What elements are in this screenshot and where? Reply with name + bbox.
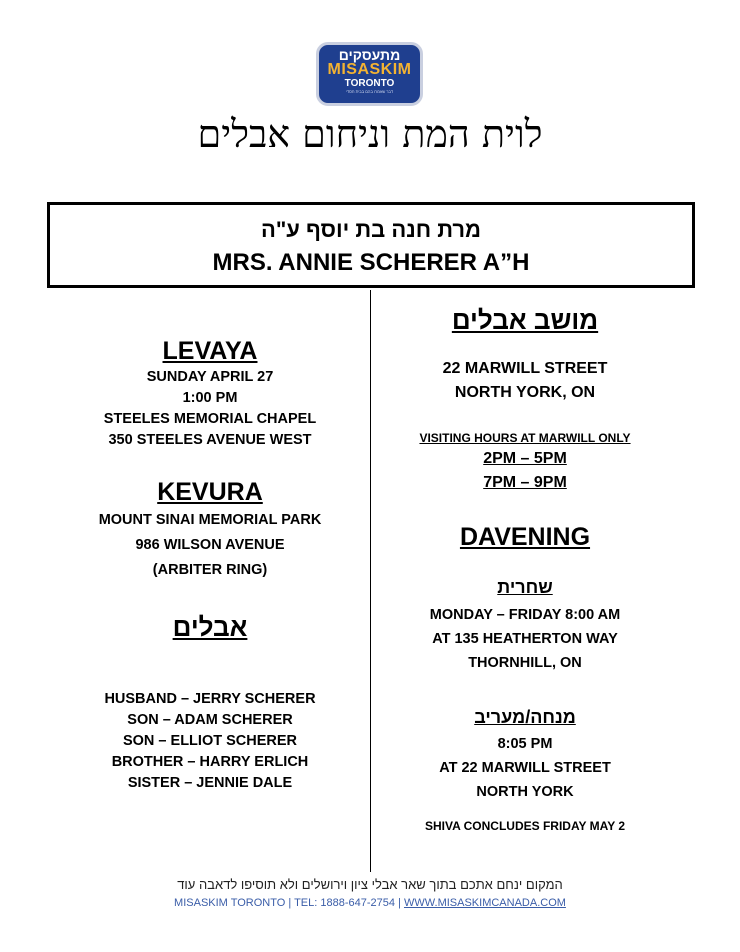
footer-website-link[interactable]: WWW.MISASKIMCANADA.COM xyxy=(403,897,566,909)
levaya-section xyxy=(60,335,360,451)
levaya-line: 350 STEELES AVENUE WEST xyxy=(108,432,312,448)
shacharis-section xyxy=(380,575,670,675)
logo-tagline: דבר שאמרו בהם בבית חסדי xyxy=(345,89,394,94)
levaya-heading: LEVAYA xyxy=(162,337,258,365)
visiting-hours xyxy=(380,429,670,495)
logo-city: TORONTO xyxy=(344,78,395,89)
shiva-heading: מושב אבלים xyxy=(451,305,599,335)
deceased-name-box xyxy=(47,202,695,288)
kevura-line: 986 WILSON AVENUE xyxy=(135,537,285,553)
mourners-list xyxy=(60,689,360,794)
footer-separator: | xyxy=(288,897,292,909)
visiting-hours-slot: 7PM – 9PM xyxy=(483,474,567,491)
levaya-line: STEELES MEMORIAL CHAPEL xyxy=(103,411,317,427)
mourner-item: SON – ADAM SCHERER xyxy=(127,712,293,728)
shacharis-heading: שחרית xyxy=(497,577,553,597)
column-divider xyxy=(370,290,371,872)
mincha-line: NORTH YORK xyxy=(476,784,574,800)
shiva-address-line: NORTH YORK, ON xyxy=(454,384,596,401)
kevura-heading: KEVURA xyxy=(157,478,263,506)
shacharis-line: AT 135 HEATHERTON WAY xyxy=(432,631,618,647)
aveilim-section xyxy=(60,610,360,644)
mincha-line: AT 22 MARWILL STREET xyxy=(439,760,611,776)
levaya-line: SUNDAY APRIL 27 xyxy=(146,369,274,385)
logo-name: MISASKIM xyxy=(327,61,412,78)
kevura-line: MOUNT SINAI MEMORIAL PARK xyxy=(98,512,322,528)
davening-heading: DAVENING xyxy=(459,523,591,551)
visiting-hours-label: VISITING HOURS AT MARWILL ONLY xyxy=(419,431,631,445)
shiva-address xyxy=(380,357,670,405)
shiva-concludes xyxy=(380,817,670,835)
deceased-english-name: MRS. ANNIE SCHERER A”H xyxy=(212,249,530,276)
kevura-line: (ARBITER RING) xyxy=(152,562,268,578)
mourner-item: SISTER – JENNIE DALE xyxy=(127,775,293,791)
shiva-concludes-text: SHIVA CONCLUDES FRIDAY MAY 2 xyxy=(424,819,626,833)
logo-hebrew: מתעסקים xyxy=(338,47,401,63)
mincha-line: 8:05 PM xyxy=(497,736,553,752)
shacharis-line: MONDAY – FRIDAY 8:00 AM xyxy=(429,607,621,623)
shiva-address-line: 22 MARWILL STREET xyxy=(442,360,608,377)
misaskim-logo xyxy=(316,42,423,106)
mourner-item: BROTHER – HARRY ERLICH xyxy=(111,754,309,770)
deceased-hebrew-name: מרת חנה בת יוסף ע"ה xyxy=(260,217,482,242)
footer-hebrew-blessing: המקום ינחם אתכם בתוך שאר אבלי ציון וירושלים ולא תוסיפו לדאבה עוד xyxy=(177,877,563,892)
footer-contact xyxy=(0,895,740,911)
page-title-hebrew: לוית המת וניחום אבלים xyxy=(197,112,543,156)
shiva-section xyxy=(380,303,670,337)
mincha-maariv-section xyxy=(380,705,670,804)
mourner-item: SON – ELLIOT SCHERER xyxy=(122,733,298,749)
aveilim-heading: אבלים xyxy=(172,612,248,642)
davening-section xyxy=(380,521,670,553)
kevura-section xyxy=(60,476,360,583)
mourner-item: HUSBAND – JERRY SCHERER xyxy=(104,691,316,707)
levaya-line: 1:00 PM xyxy=(182,390,238,406)
footer-org: MISASKIM TORONTO xyxy=(174,897,286,909)
footer-separator: | xyxy=(398,897,401,909)
mincha-maariv-heading: מנחה/מעריב xyxy=(474,707,576,727)
visiting-hours-slot: 2PM – 5PM xyxy=(483,450,567,467)
footer-phone: TEL: 1888-647-2754 xyxy=(294,897,395,909)
shacharis-line: THORNHILL, ON xyxy=(468,655,582,671)
